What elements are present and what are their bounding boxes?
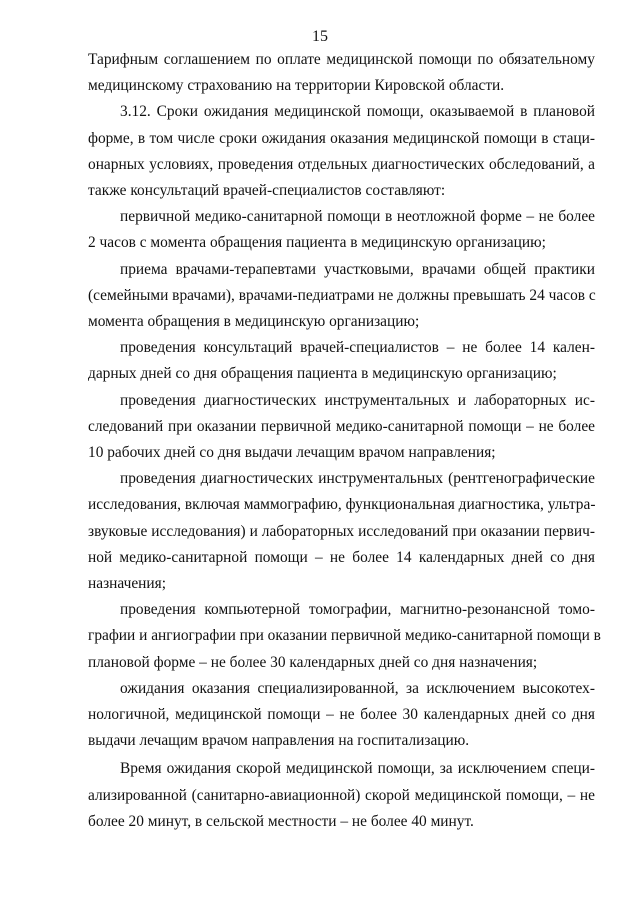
- page-number: 15: [312, 28, 328, 45]
- text-line: медицинскому страхованию на территории Кировской области.: [88, 77, 505, 95]
- paragraph-ct-mri-angiography: [88, 597, 601, 676]
- document-body: [88, 47, 601, 835]
- text-line: проведения консультаций врачей-специалистов – не более 14 кален-: [120, 339, 595, 357]
- paragraph-urgent-primary-care: [88, 204, 595, 256]
- text-line: более 20 минут, в сельской местности – не более 40 минут.: [88, 812, 474, 830]
- text-line: исследования, включая маммографию, функциональная диагностика, ультра-: [88, 496, 596, 514]
- paragraph-instrumental-diagnostics: [88, 466, 595, 597]
- text-line: назначения;: [88, 575, 166, 593]
- text-line: ной медико-санитарной помощи – не более 14 календарных дней со дня: [88, 548, 595, 566]
- text-line: первичной медико-санитарной помощи в неотложной форме – не более: [120, 208, 595, 226]
- text-line: нологичной, медицинской помощи – не более 30 календарных дней со дня: [88, 706, 595, 724]
- paragraph-3-12-waiting-times: [88, 99, 595, 204]
- text-line: Время ожидания скорой медицинской помощи, за исключением специ-: [120, 760, 595, 778]
- text-line: 10 рабочих дней со дня выдачи лечащим врачом направления;: [88, 444, 496, 462]
- text-line: звуковые исследования) и лабораторных исследований при оказании первич-: [88, 522, 595, 540]
- text-line: также консультаций врачей-специалистов составляют:: [88, 182, 446, 200]
- text-line: 3.12. Сроки ожидания медицинской помощи, оказываемой в плановой: [120, 103, 595, 121]
- text-line: проведения диагностических инструментальных (рентгенографические: [120, 470, 595, 488]
- paragraph-therapist-reception: [88, 257, 595, 336]
- text-line: Тарифным соглашением по оплате медицинской помощи по обязательному: [88, 51, 595, 68]
- text-line: проведения компьютерной томографии, магнитно-резонансной томо-: [120, 601, 595, 619]
- text-line: следований при оказании первичной медико-санитарной помощи – не более: [88, 417, 595, 435]
- text-line: плановой форме – не более 30 календарных дней со дня назначения;: [88, 653, 538, 671]
- text-line: (семейными врачами), врачами-педиатрами не должны превышать 24 часов с: [88, 286, 596, 304]
- text-line: ожидания оказания специализированной, за исключением высокотех-: [120, 679, 595, 697]
- paragraph-specialized-care: [88, 676, 595, 755]
- text-line: онарных условиях, проведения отдельных диагностических обследований, а: [88, 155, 595, 173]
- text-line: приема врачами-терапевтами участковыми, врачами общей практики: [120, 260, 595, 278]
- text-line: графии и ангиографии при оказании первичной медико-санитарной помощи в: [88, 627, 601, 645]
- text-line: форме, в том числе сроки ожидания оказания медицинской помощи в стаци-: [88, 129, 595, 147]
- text-line: 2 часов с момента обращения пациента в медицинскую организацию;: [88, 234, 546, 252]
- text-line: проведения диагностических инструментальных и лабораторных ис-: [120, 391, 595, 409]
- paragraph-diagnostic-lab-studies: [88, 388, 595, 467]
- text-line: выдачи лечащим врачом направления на госпитализацию.: [88, 732, 470, 750]
- paragraph-ambulance-waiting-time: [88, 756, 595, 835]
- text-line: момента обращения в медицинскую организацию;: [88, 313, 420, 331]
- paragraph-specialist-consultations: [88, 335, 595, 387]
- paragraph-tariff-agreement: [88, 47, 595, 99]
- text-line: ализированной (санитарно-авиационной) скорой медицинской помощи, – не: [88, 786, 595, 804]
- text-line: дарных дней со дня обращения пациента в медицинскую организацию;: [88, 365, 557, 383]
